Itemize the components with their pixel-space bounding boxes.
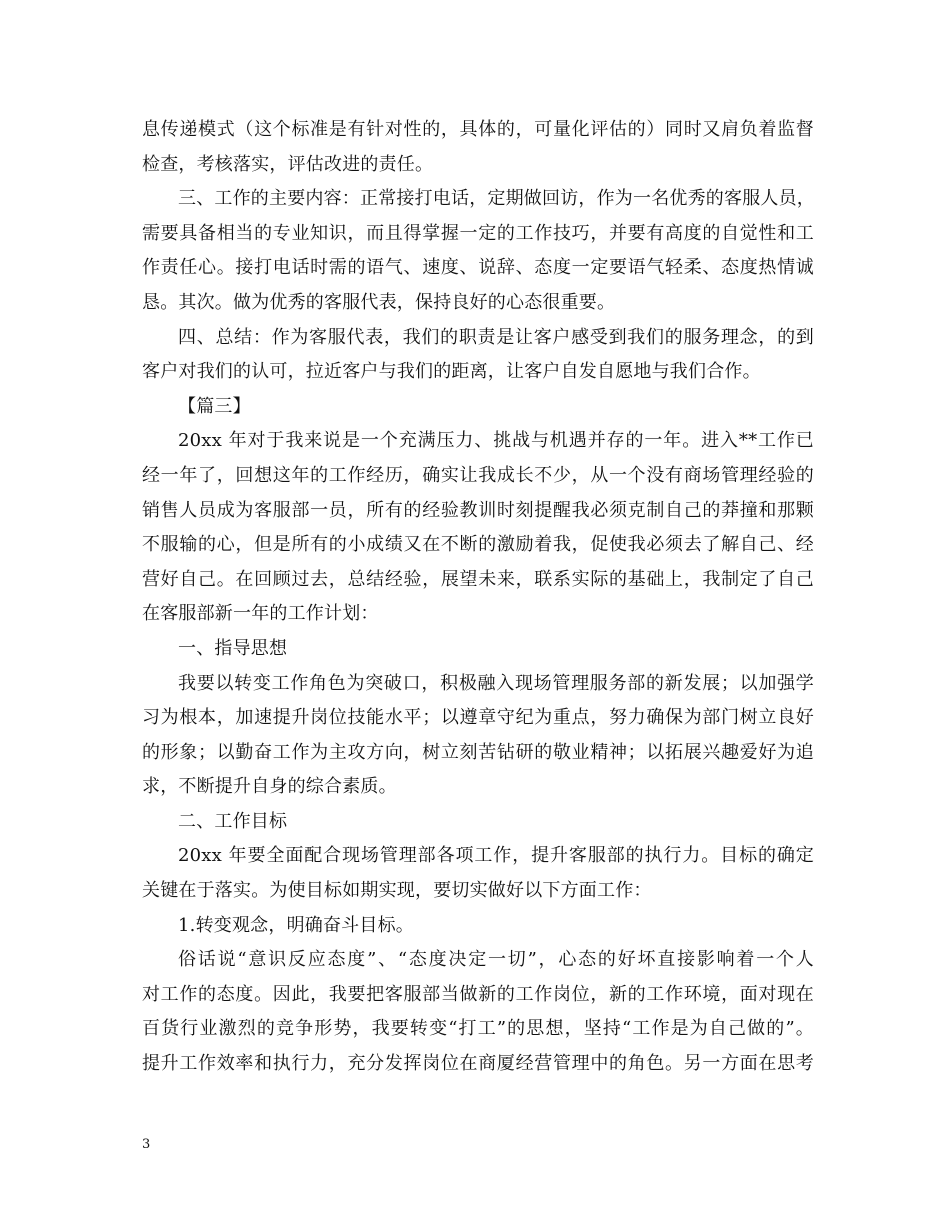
text-line: 提升工作效率和执行力，充分发挥岗位在商厦经营管理中的角色。另一方面在思考 [142, 1053, 814, 1075]
text-line: 客户对我们的认可，拉近客户与我们的距离，让客户自发自愿地与我们合作。 [142, 361, 761, 383]
text-line: 不服输的心，但是所有的小成绩又在不断的激励着我，促使我必须去了解自己、经 [142, 534, 814, 556]
text-line: 习为根本，加速提升岗位技能水平；以遵章守纪为重点，努力确保为部门树立良好 [142, 707, 814, 729]
text-line: 需要具备相当的专业知识，而且得掌握一定的工作技巧，并要有高度的自觉性和工 [142, 222, 814, 244]
text-line: 求，不断提升自身的综合素质。 [142, 776, 397, 798]
text-line: 的形象；以勤奋工作为主攻方向，树立刻苦钻研的敬业精神；以拓展兴趣爱好为追 [142, 741, 814, 763]
text-line: 对工作的态度。因此，我要把客服部当做新的工作岗位，新的工作环境，面对现在 [142, 983, 814, 1005]
text-line: 百货行业激烈的竞争形势，我要转变“打工”的思想，坚持“工作是为自己做的”。 [142, 1018, 814, 1040]
document-body [142, 113, 814, 1082]
section-heading: 【篇三】 [178, 395, 251, 417]
text-line: 四、总结：作为客服代表，我们的职责是让客户感受到我们的服务理念，的到 [178, 326, 814, 348]
text-line: 经一年了，回想这年的工作经历，确实让我成长不少，从一个没有商场管理经验的 [142, 464, 814, 486]
text-line: 息传递模式（这个标准是有针对性的，具体的，可量化评估的）同时又肩负着监督 [142, 119, 814, 140]
text-line: 检查，考核落实，评估改进的责任。 [142, 153, 434, 175]
text-line: 20xx 年要全面配合现场管理部各项工作，提升客服部的执行力。目标的确定 [178, 845, 814, 867]
text-line: 销售人员成为客服部一员，所有的经验教训时刻提醒我必须克制自己的莽撞和那颗 [142, 499, 814, 521]
page-number: 3 [142, 1137, 151, 1152]
text-line: 关键在于落实。为使目标如期实现，要切实做好以下方面工作： [142, 880, 652, 902]
text-line: 在客服部新一年的工作计划： [142, 603, 379, 625]
text-line: 20xx 年对于我来说是一个充满压力、挑战与机遇并存的一年。进入**工作已 [178, 430, 814, 452]
text-line: 三、工作的主要内容：正常接打电话，定期做回访，作为一名优秀的客服人员， [178, 188, 815, 210]
text-line: 我要以转变工作角色为突破口，积极融入现场管理服务部的新发展；以加强学 [178, 672, 814, 694]
text-line: 恳。其次。做为优秀的客服代表，保持良好的心态很重要。 [142, 291, 616, 313]
text-line: 作责任心。接打电话时需的语气、速度、说辞、态度一定要语气轻柔、态度热情诚 [142, 257, 814, 279]
subsection-heading: 二、工作目标 [178, 810, 288, 832]
text-line: 俗话说“意识反应态度”、“态度决定一切”，心态的好坏直接影响着一个人 [178, 949, 814, 971]
subsection-heading: 一、指导思想 [178, 637, 288, 659]
text-line: 营好自己。在回顾过去，总结经验，展望未来，联系实际的基础上，我制定了自己 [142, 568, 814, 590]
list-item-heading: 1.转变观念，明确奋斗目标。 [178, 914, 414, 936]
